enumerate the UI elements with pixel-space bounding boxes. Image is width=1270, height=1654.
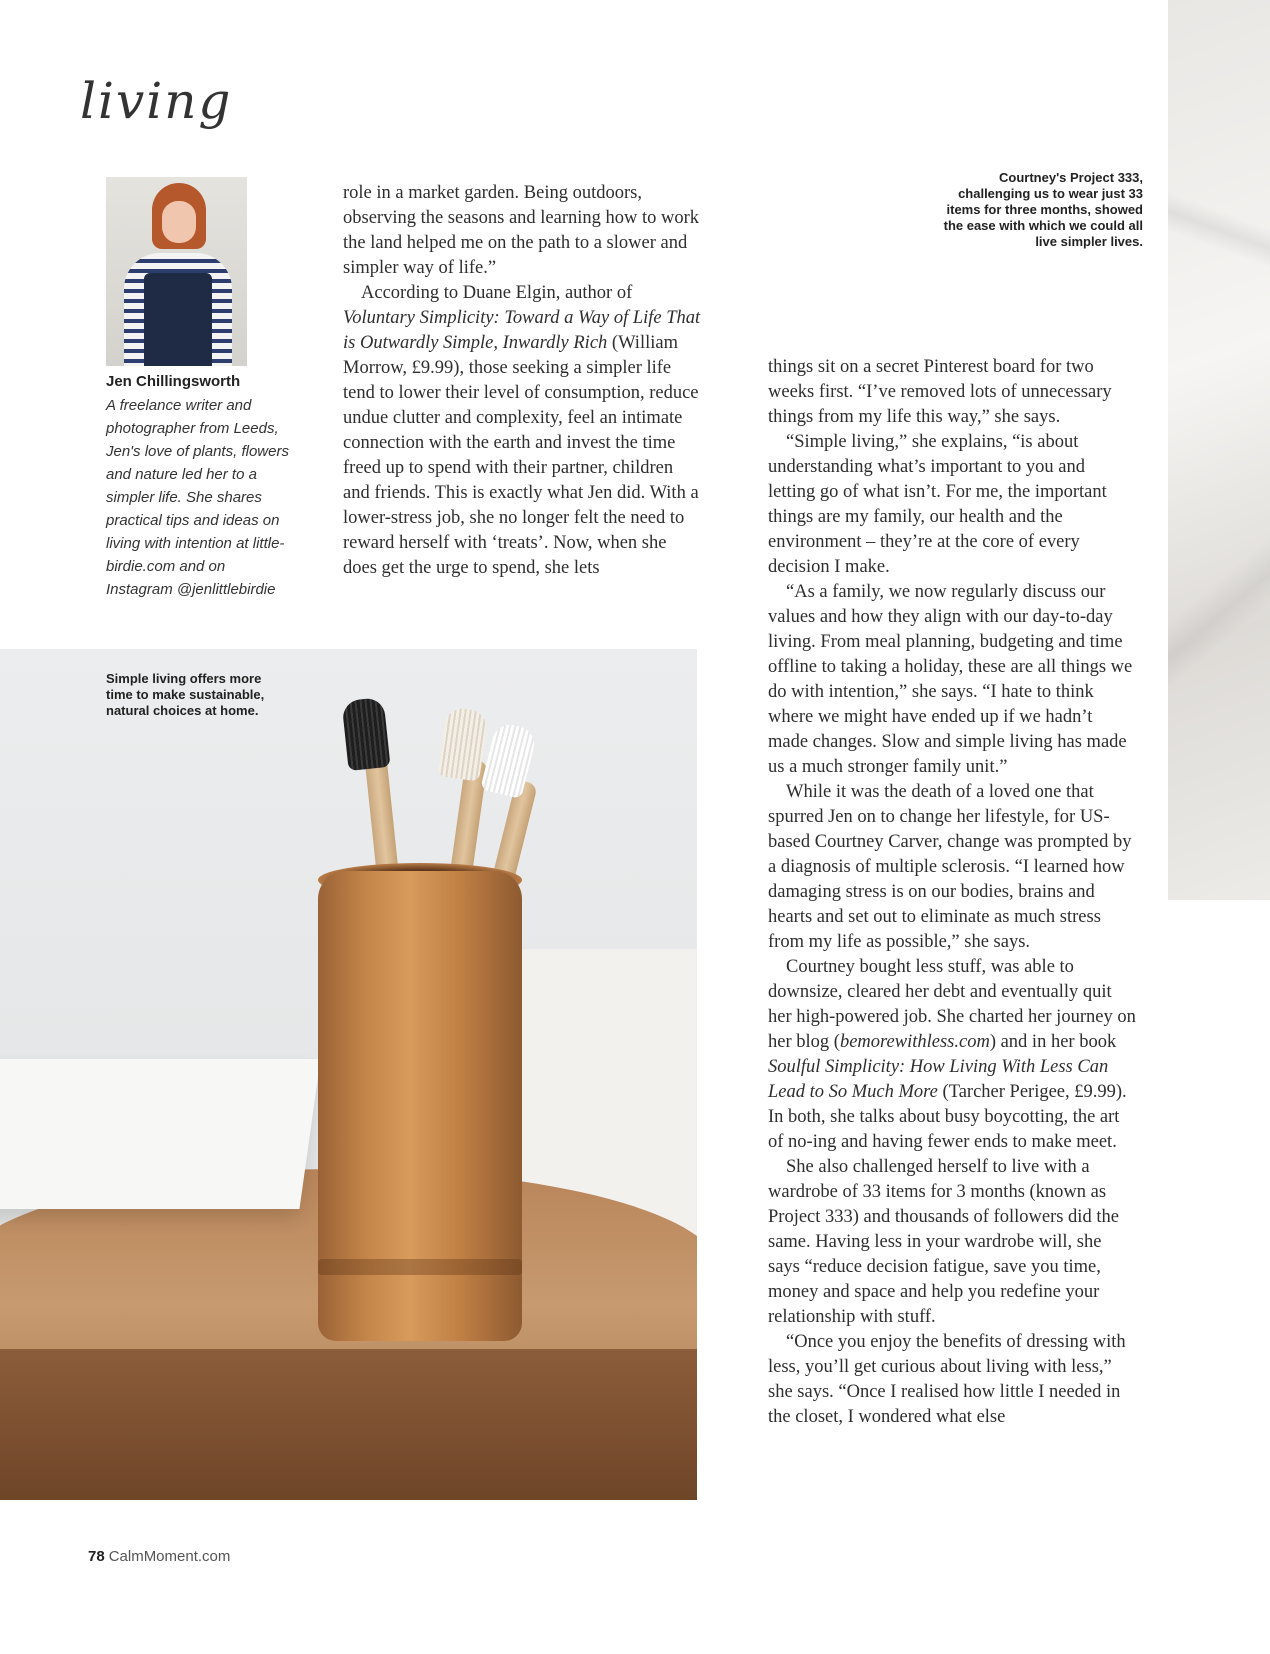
paragraph: While it was the death of a loved one that spurred Jen on to change her lifestyle, for US-based Courtney Carver, change was prompted by a diagnosis of multiple sclerosis. “I learned how damaging stress is on our bodies, brains and hearts and set out to eliminate as much stress from my life as possible,” she says. [768, 782, 1132, 952]
paragraph: According to Duane Elgin, author of Voluntary Simplicity: Toward a Way of Life That is Outwardly Simple, Inwardly Rich (William Morrow, £9.99), those seeking a simpler life tend to lower their level of consumption, reduce undue clutter and complexity, feel an intimate connection with the earth and invest the time freed up to spend with their partner, children and friends. This is exactly what Jen did. With a lower-stress job, she no longer felt the need to reward herself with ‘treats’. Now, when she does get the urge to spend, she lets [343, 283, 701, 578]
page-number: 78 [88, 1548, 105, 1565]
author-bio-text: A freelance writer and photographer from Leeds, Jen's love of plants, flowers and nature led her to a simpler life. She shares practical tips and ideas on living with intention at little-birdie.com and on Instagram @jenlittlebirdie [106, 397, 289, 598]
author-photo [106, 177, 247, 366]
paragraph: Courtney bought less stuff, was able to downsize, cleared her debt and eventually quit her high-powered job. She charted her journey on her blog (bemorewithless.com) and in her book Soulful Simplicity: How Living With Less Can Lead to So Much More (Tarcher Perigee, £9.99). In both, she talks about busy boycotting, the art of no-ing and having fewer ends to make meet. [768, 957, 1136, 1152]
edge-photo [1168, 0, 1270, 900]
blog-link: bemorewithless.com [839, 1032, 990, 1052]
caption-project333: Courtney's Project 333, challenging us to wear just 33 items for three months, showed the ease with which we could all live simpler lives. [943, 170, 1143, 249]
paragraph: things sit on a secret Pinterest board for two weeks first. “I’ve removed lots of unnecessary things from my life this way,” she says. [768, 357, 1112, 427]
section-tag: living [80, 72, 233, 130]
toothbrush-photo [0, 649, 697, 1500]
paragraph: role in a market garden. Being outdoors, observing the seasons and learning how to work the land helped me on the path to a slower and simpler way of life.” [343, 183, 700, 278]
article-column-right [768, 355, 1136, 1430]
article-column-middle [343, 181, 703, 581]
paragraph: “Simple living,” she explains, “is about understanding what’s important to you and letting go of what isn’t. For me, the important things are my family, our health and the environment – they’re at the core of every decision I make. [768, 432, 1107, 577]
paragraph: She also challenged herself to live with a wardrobe of 33 items for 3 months (known as Project 333) and thousands of followers did the same. Having less in your wardrobe will, she says “reduce decision fatigue, save you time, money and space and help you redefine your relationship with stuff. [768, 1157, 1119, 1327]
paragraph: “Once you enjoy the benefits of dressing with less, you’ll get curious about living with less,” she says. “Once I realised how little I needed in the closet, I wondered what else [768, 1332, 1126, 1427]
book-title: Soulful Simplicity: How Living With Less Can Lead to So Much More [768, 1057, 1109, 1102]
paragraph: “As a family, we now regularly discuss our values and how they align with our day-to-day living. From meal planning, budgeting and time offline to taking a holiday, these are all things we do with intention,” she says. “I hate to think where we might have ended up if we hadn’t made changes. Slow and simple living has made us a much stronger family unit.” [768, 582, 1133, 777]
page-footer [88, 1548, 230, 1565]
author-name: Jen Chillingsworth [106, 373, 241, 390]
book-title: Voluntary Simplicity: Toward a Way of Life That is Outwardly Simple, Inwardly Rich [343, 308, 701, 353]
author-bio [106, 373, 296, 601]
caption-photo: Simple living offers more time to make sustainable, natural choices at home. [106, 671, 265, 718]
footer-site: CalmMoment.com [108, 1548, 231, 1565]
